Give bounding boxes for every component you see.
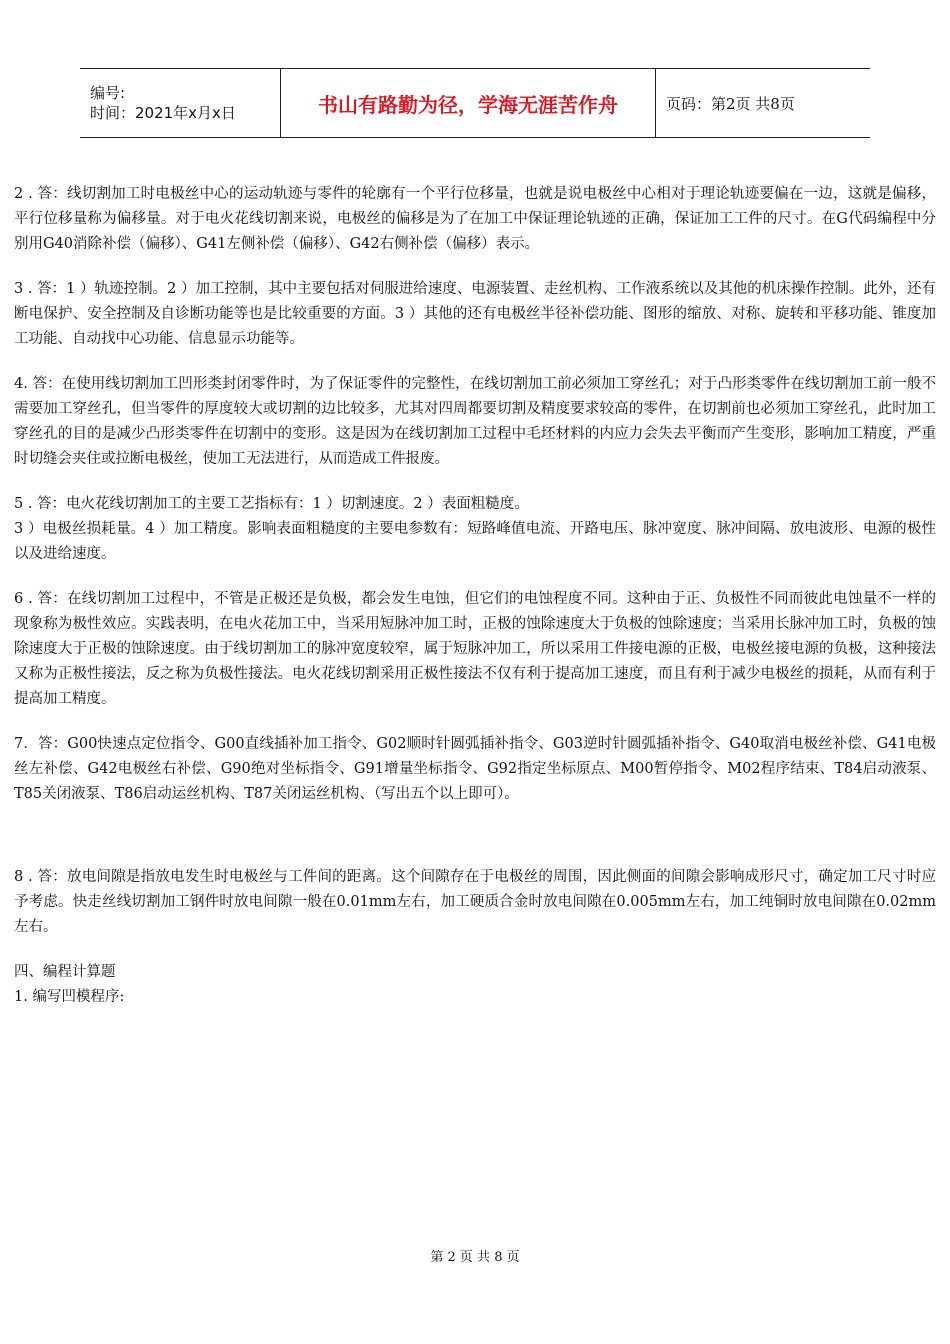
header-page-cell <box>656 69 870 137</box>
answer-5: 5 . 答：电火花线切割加工的主要工艺指标有：1 ）切割速度。2 ）表面粗糙度。 3 ）电极丝损耗量。4 ）加工精度。影响表面粗糙度的主要电参数有：短路峰值电流、开路电压、脉冲宽度、脉冲间隔、放电波形、电源的极性以及进给速度。 <box>14 496 936 562</box>
section-heading: 四、编程计算题 <box>14 964 116 980</box>
header-motto: 书山有路勤为径，学海无涯苦作舟 <box>318 92 618 117</box>
answer-4: 4. 答：在使用线切割加工凹形类封闭零件时，为了保证零件的完整性，在线切割加工前必须加工穿丝孔；对于凸形类零件在线切割加工前一般不需要加工穿丝孔，但当零件的厚度较大或切割的边比较多，尤其对四周都要切割及精度要求较高的零件，在切割前也必须加工穿丝孔，此时加工穿丝孔的目的是减少凸形类零件在切割中的变形。这是因为在线切割加工过程中毛坯材料的内应力会失去平衡而产生变形，影响加工精度，严重时切缝会夹住或拉断电极丝，使加工无法进行，从而造成工件报废。 <box>14 376 936 467</box>
header-page-label: 页码：第2页 共8页 <box>666 94 795 113</box>
question-1: 1. 编写凹模程序: <box>14 989 125 1005</box>
page-header <box>80 68 870 138</box>
answer-2: 2 . 答：线切割加工时电极丝中心的运动轨迹与零件的轮廓有一个平行位移量，也就是说电极丝中心相对于理论轨迹要偏在一边，这就是偏移，平行位移量称为偏移量。对于电火花线切割来说，电极丝的偏移是为了在加工中保证理论轨迹的正确，保证加工工件的尺寸。在G代码编程中分别用G40消除补偿（偏移）、G41左侧补偿（偏移）、G42右侧补偿（偏移）表示。 <box>14 186 936 252</box>
header-motto-cell <box>280 69 656 137</box>
document-time-label: 时间：2021年x月x日 <box>90 104 236 122</box>
answer-7: 7．答：G00快速点定位指令、G00直线插补加工指令、G02顺时针圆弧插补指令、G03逆时针圆弧插补指令、G40取消电极丝补偿、G41电极丝左补偿、G42电极丝右补偿、G90绝对坐标指令、G91增量坐标指令、G92指定坐标原点、M00暂停指令、M02程序结束、T84启动液泵、T85关闭液泵、T86启动运丝机构、T87关闭运丝机构、（写出五个以上即可）。 <box>14 736 936 802</box>
document-body <box>14 182 936 1010</box>
answer-8: 8 . 答：放电间隙是指放电发生时电极丝与工件间的距离。这个间隙存在于电极丝的周围，因此侧面的间隙会影响成形尺寸，确定加工尺寸时应予考虑。快走丝线切割加工钢件时放电间隙一般在0.01mm左右，加工硬质合金时放电间隙在0.005mm左右，加工纯铜时放电间隙在0.02mm左右。 <box>14 869 936 935</box>
page-footer: 第 2 页 共 8 页 <box>430 1250 520 1265</box>
document-number-label: 编号: <box>90 84 126 102</box>
answer-6: 6 . 答：在线切割加工过程中，不管是正极还是负极，都会发生电蚀，但它们的电蚀程度不同。这种由于正、负极性不同而彼此电蚀量不一样的现象称为极性效应。实践表明，在电火花加工中，当采用短脉冲加工时，正极的蚀除速度大于负极的蚀除速度；当采用长脉冲加工时，负极的蚀除速度大于正极的蚀除速度。由于线切割加工的脉冲宽度较窄，属于短脉冲加工，所以采用工件接电源的正极，电极丝接电源的负极，这种接法又称为正极性接法，反之称为负极性接法。电火花线切割采用正极性接法不仅有利于提高加工速度，而且有利于减少电极丝的损耗，从而有利于提高加工精度。 <box>14 591 936 707</box>
header-left-cell <box>80 69 280 137</box>
answer-3: 3 . 答：1 ）轨迹控制。2 ）加工控制，其中主要包括对伺服进给速度、电源装置、走丝机构、工作液系统以及其他的机床操作控制。此外，还有断电保护、安全控制及自诊断功能等也是比较重要的方面。3 ）其他的还有电极丝半径补偿功能、图形的缩放、对称、旋转和平移功能、锥度加工功能、自动找中心功能、信息显示功能等。 <box>14 281 936 347</box>
